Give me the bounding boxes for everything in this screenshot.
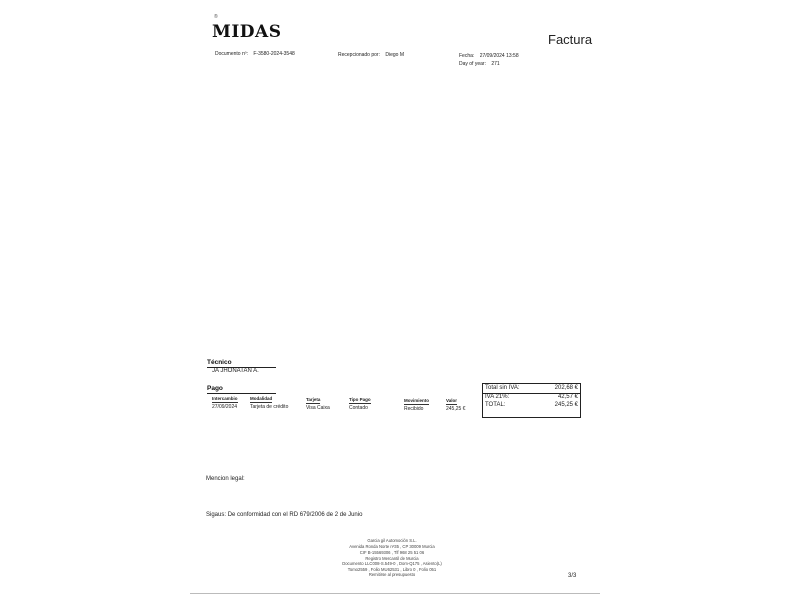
document-type-title: Factura [548,32,593,47]
invoice-date-label: Fecha: [459,53,475,59]
col-header-movement: Movimiento [404,398,430,403]
page-number: 3/3 [568,573,577,579]
sigaus-note [206,512,362,518]
document-number-value: F-3580-2024-3548 [253,51,295,57]
col-header-value: Valor [446,398,458,403]
technician-name: JA JHONATAN A. [212,368,259,374]
footer-line-4: Registro Mercantil de Murcia [365,556,419,561]
col-header-card: Tarjeta [306,397,321,402]
payment-row-movement: Recibido [404,406,424,412]
footer-line-3: CIF B-15569306 , Tlf 968 25 51 06 [359,550,425,555]
total-value: 245,25 € [554,402,578,408]
col-header-exchange: Intercambio [212,396,238,401]
payment-row-card: Visa Caixa [306,405,330,411]
col-header-payment-type: Tipo Pago [349,397,371,402]
payment-section-title: Pago [207,385,276,394]
payment-row-payment-type: Contado [349,405,368,411]
legal-mention-label: Mencion legal: [206,476,245,482]
payment-row-modality: Tarjeta de crédito [250,404,289,410]
scan-artifact-line [190,593,600,594]
invoice-date [459,53,519,59]
subtotal-row [485,385,578,393]
invoice-date-value: 27/09/2024 13:58 [479,53,519,59]
midas-logo: MIDAS [212,22,282,42]
total-row [485,402,578,410]
footer-line-2: Avenida Ronda Norte nº35 , CP 30009 Murcia [349,544,435,549]
day-of-year [459,61,500,67]
payment-row-value: 245,25 € [446,406,466,412]
sigaus-text: De conformidad con el RD 679/2006 de 2 de Junio [227,512,363,518]
payment-row-exchange: 27/09/2024 [212,404,238,410]
footer-line-7: Remitirse al presupuesto [368,572,416,577]
received-by-value: Diego M [385,52,404,58]
footer-line-5: Documento LLC008-S.549-0 , Dom-Q175 , Asiento(L) [342,561,442,566]
vat-label: IVA 21%: [485,394,510,400]
day-of-year-label: Day of year: [459,61,486,67]
footer-line-6: Tomo2559 , Folio MU62531 , Libro 0 , Folio 051 [347,567,437,572]
document-number-label: Documento nº: [215,51,248,57]
day-of-year-value: 271 [491,61,500,67]
col-header-modality: Modalidad [250,396,273,401]
sigaus-label: Sigaus: [206,512,227,518]
document-number [215,51,295,57]
technician-section-title: Técnico [207,359,276,368]
subtotal-label: Total sin IVA: [485,385,520,391]
subtotal-value: 202,68 € [554,385,578,391]
totals-box [482,383,581,418]
vat-row [485,394,578,402]
logo-trademark: ® [214,14,218,20]
vat-value: 42,57 € [557,394,578,400]
received-by [338,52,404,58]
total-label: TOTAL: [485,402,506,408]
footer-line-1: Garcia gil Automoción S.L. [367,538,417,543]
received-by-label: Recepcionado por: [338,52,380,58]
